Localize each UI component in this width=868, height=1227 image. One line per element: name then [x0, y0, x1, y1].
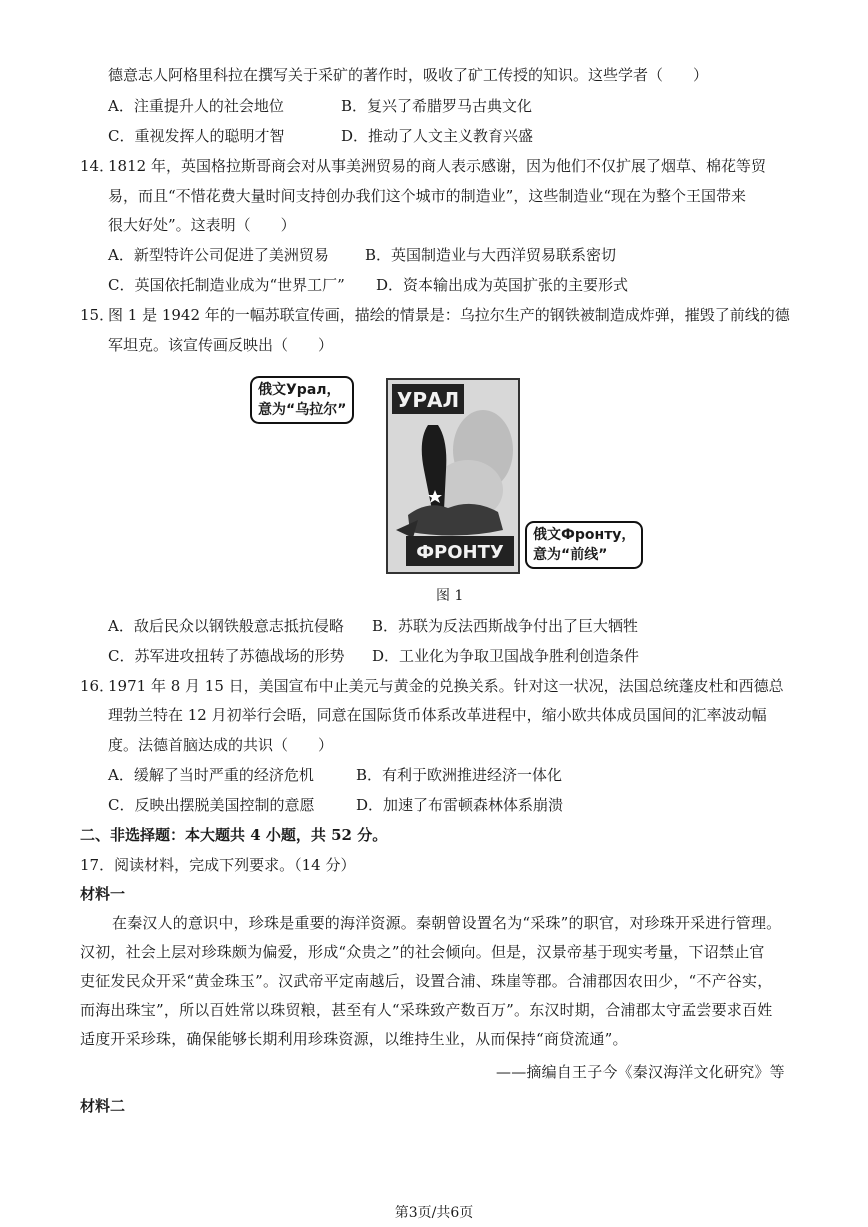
- q13-option-b[interactable]: B．复兴了希腊罗马古典文化: [341, 97, 533, 115]
- q14-option-c[interactable]: C．英国依托制造业成为“世界工厂”: [108, 276, 345, 294]
- figure-caption: 图 1: [436, 588, 464, 604]
- q16-stem-line3: 度。法德首脑达成的共识（ ）: [108, 736, 334, 754]
- callout-ural-line1: 俄文Урал，: [258, 382, 341, 398]
- callout-front-line1: 俄文Фронту，: [533, 527, 636, 543]
- q15-option-a[interactable]: A．敌后民众以钢铁般意志抵抗侵略: [108, 617, 344, 635]
- page-footer: 第3页/共6页: [394, 1205, 474, 1221]
- q16-option-c[interactable]: C．反映出摆脱美国控制的意愿: [108, 796, 315, 814]
- material1-title: 材料一: [80, 885, 126, 903]
- q15-stem-line1: 图 1 是 1942 年的一幅苏联宣传画，描绘的情景是：乌拉尔生产的钢铁被制造成炸弹，摧毁了前线的德: [108, 306, 790, 324]
- callout-ural-line2: 意为“乌拉尔”: [258, 402, 347, 418]
- q13-option-a[interactable]: A．注重提升人的社会地位: [108, 97, 284, 115]
- poster-top-text: УРАЛ: [396, 388, 460, 412]
- q15-number: 15．: [80, 306, 115, 324]
- q13-option-d[interactable]: D．推动了人文主义教育兴盛: [341, 127, 534, 145]
- q14-stem-line3: 很大好处”。这表明（ ）: [108, 216, 296, 234]
- q17-stem: 17．阅读材料，完成下列要求。（14 分）: [80, 856, 356, 874]
- q16-option-b[interactable]: B．有利于欧洲推进经济一体化: [356, 766, 563, 784]
- q16-number: 16．: [80, 677, 115, 695]
- q14-option-a[interactable]: A．新型特许公司促进了美洲贸易: [108, 246, 329, 264]
- q16-option-d[interactable]: D．加速了布雷顿森林体系崩溃: [356, 796, 564, 814]
- q13-option-c[interactable]: C．重视发挥人的聪明才智: [108, 127, 285, 145]
- callout-front-line2: 意为“前线”: [533, 547, 608, 563]
- q14-number: 14．: [80, 157, 115, 175]
- q14-option-b[interactable]: B．英国制造业与大西洋贸易联系密切: [365, 246, 617, 264]
- q15-option-c[interactable]: C．苏军进攻扭转了苏德战场的形势: [108, 647, 345, 665]
- callout-ural: [250, 376, 354, 424]
- material1-line1: 在秦汉人的意识中，珍珠是重要的海洋资源。秦朝曾设置名为“采珠”的职官，对珍珠开采进行管理。: [112, 914, 782, 932]
- q14-stem-line2: 易，而且“不惜花费大量时间支持创办我们这个城市的制造业”，这些制造业“现在为整个王国带来: [108, 187, 747, 205]
- q14-stem-line1: 1812 年，英国格拉斯哥商会对从事美洲贸易的商人表示感谢，因为他们不仅扩展了烟草、棉花等贸: [108, 157, 766, 175]
- section-heading: 二、非选择题：本大题共 4 小题，共 52 分。: [80, 826, 388, 844]
- material1-line5: 适度开采珍珠，确保能够长期利用珍珠资源，以维持生业，从而保持“商贷流通”。: [80, 1030, 628, 1048]
- q16-stem-line1: 1971 年 8 月 15 日，美国宣布中止美元与黄金的兑换关系。针对这一状况，法国总统蓬皮杜和西德总: [108, 677, 784, 695]
- material1-line2: 汉初，社会上层对珍珠颇为偏爱，形成“众贵之”的社会倾向。但是，汉景帝基于现实考量，下诏禁止官: [80, 943, 765, 961]
- q15-stem-line2: 军坦克。该宣传画反映出（ ）: [108, 336, 334, 354]
- q14-option-d[interactable]: D．资本输出成为英国扩张的主要形式: [376, 276, 629, 294]
- callout-front: [525, 521, 643, 569]
- q16-option-a[interactable]: A．缓解了当时严重的经济危机: [108, 766, 314, 784]
- poster-bottom-text: ФРОНТУ: [416, 542, 504, 563]
- material1-line4: 而海出珠宝”，所以百姓常以珠贸粮，甚至有人“采珠致产数百万”。东汉时期，合浦郡太守孟尝要求百姓: [80, 1001, 773, 1019]
- q16-stem-line2: 理勃兰特在 12 月初举行会晤，同意在国际货币体系改革进程中，缩小欧共体成员国间的汇率波动幅: [108, 706, 767, 724]
- q13-stem-end: 德意志人阿格里科拉在撰写关于采矿的著作时，吸收了矿工传授的知识。这些学者（ ）: [108, 66, 709, 84]
- q15-option-b[interactable]: B．苏联为反法西斯战争付出了巨大牺牲: [372, 617, 639, 635]
- material1-source: ——摘编自王子今《秦汉海洋文化研究》等: [496, 1063, 785, 1081]
- material2-title: 材料二: [80, 1097, 126, 1115]
- material1-line3: 吏征发民众开采“黄金珠玉”。汉武帝平定南越后，设置合浦、珠崖等郡。合浦郡因农田少，“不产谷实，: [80, 972, 773, 990]
- propaganda-poster-image: [386, 378, 520, 574]
- poster-illustration: [388, 380, 518, 572]
- q15-option-d[interactable]: D．工业化为争取卫国战争胜利创造条件: [372, 647, 640, 665]
